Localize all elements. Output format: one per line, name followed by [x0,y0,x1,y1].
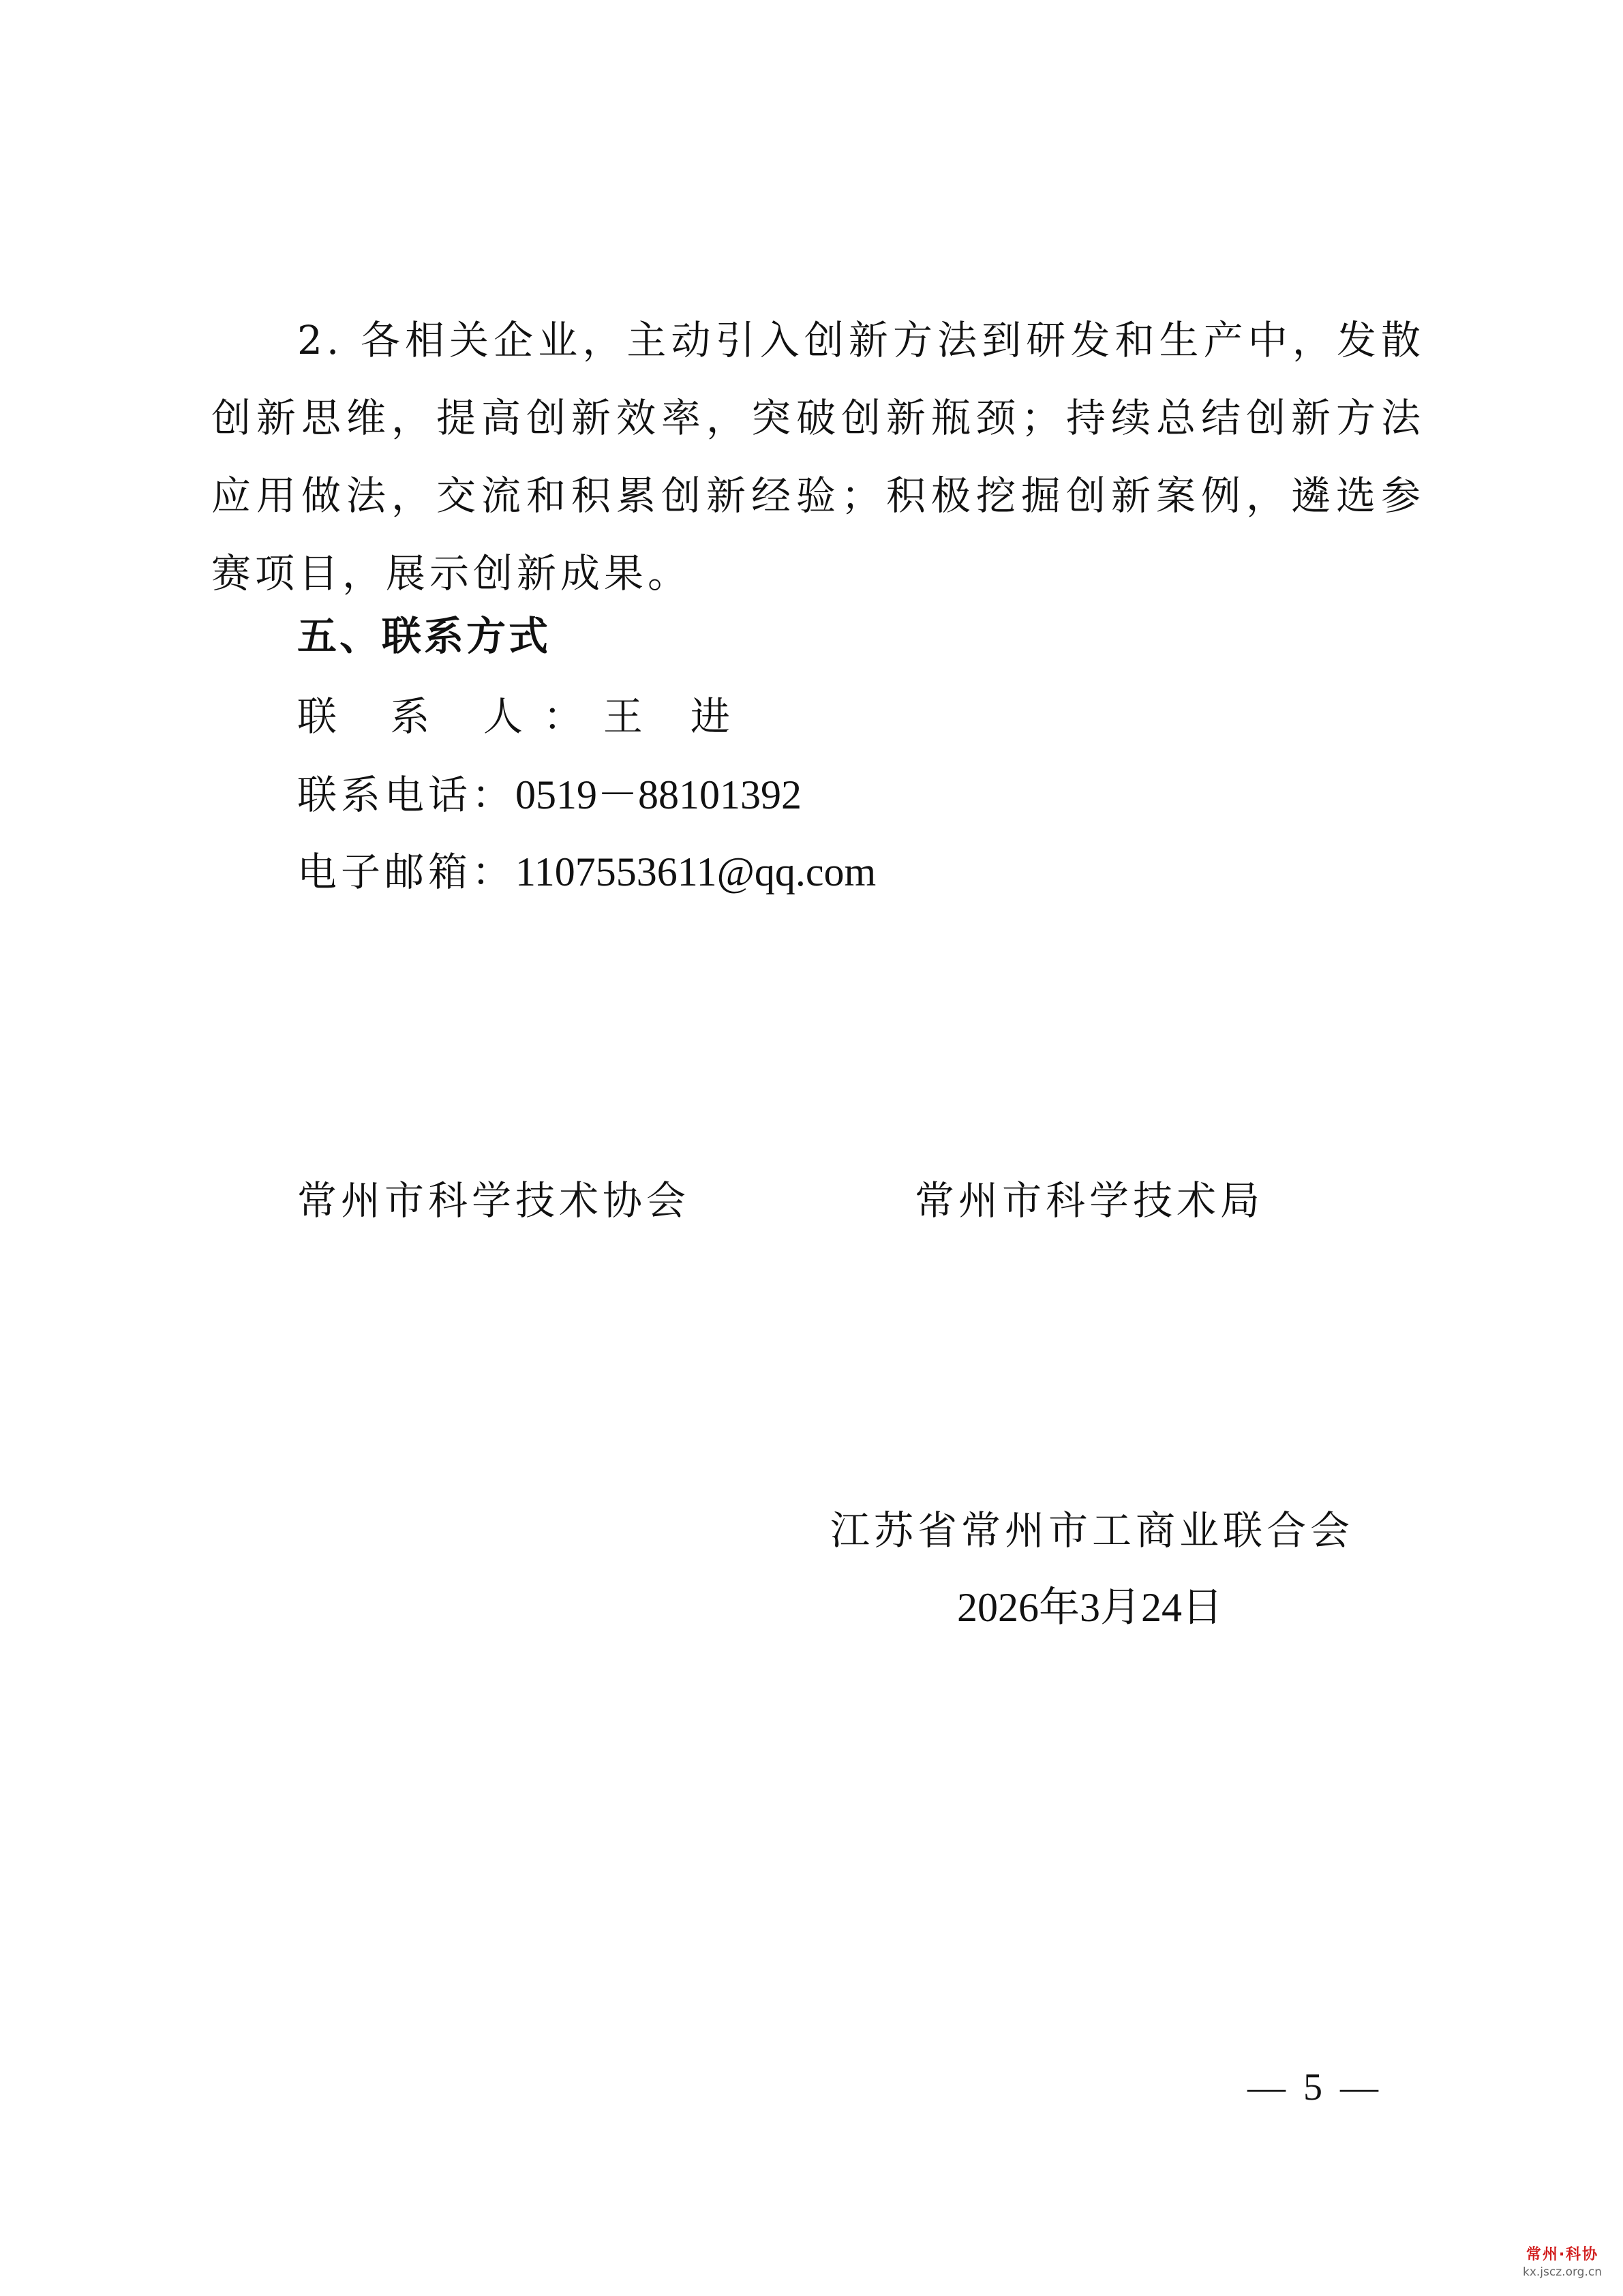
contact-email-value: 1107553611@qq.com [515,849,877,894]
signature-org-bureau: 常州市科学技术局 [915,1177,1264,1224]
body-paragraph: 2. 各相关企业，主动引入创新方法到研发和生产中，发散创新思维，提高创新效率，突破创新瓶颈；持续总结创新方法应用做法，交流和积累创新经验；积极挖掘创新案例，遴选参赛项目，展示创新成果。 [211,317,1425,596]
watermark-url: kx.jscz.org.cn [1523,2265,1602,2279]
signature-org-federation: 江苏省常州市工商业联合会 [830,1507,1354,1554]
site-watermark [1508,2243,1617,2279]
contact-phone-line [297,762,802,821]
contact-phone-value: 0519－88101392 [515,772,802,817]
section-heading-contact: 五、联系方式 [297,613,551,659]
contact-person-line [297,684,734,742]
signature-org-association: 常州市科学技术协会 [297,1177,691,1224]
contact-person-label: 联 系 人： [297,693,603,740]
contact-email-line [297,840,876,897]
contact-email-label: 电子邮箱： [297,849,516,895]
watermark-title: 常州·科协 [1526,2246,1599,2263]
contact-phone-label: 联系电话： [297,772,516,818]
signature-date: 2026年3月24日 [957,1585,1223,1630]
page-number: — 5 — [1247,2066,1382,2109]
contact-person-value: 王 进 [603,693,734,740]
